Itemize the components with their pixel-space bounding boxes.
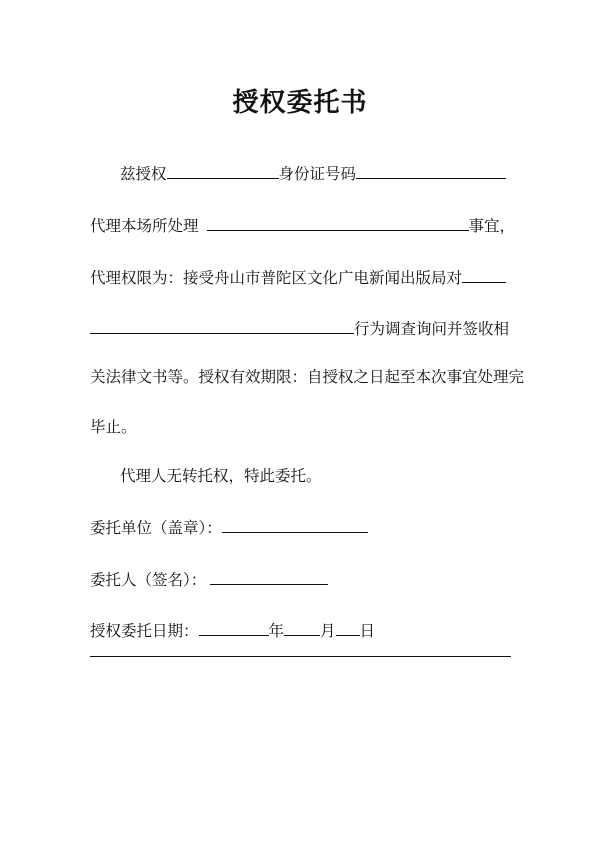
date-line xyxy=(90,619,375,641)
principal-signature-label: 委托人（签名）： xyxy=(90,571,207,589)
entity-seal-line xyxy=(90,516,368,538)
year-blank[interactable] xyxy=(199,619,269,636)
entity-seal-label: 委托单位（盖章）： xyxy=(90,519,222,537)
document-title: 授权委托书 xyxy=(232,88,368,118)
principal-signature-blank[interactable] xyxy=(210,568,328,585)
year-label: 年 xyxy=(268,622,285,640)
behavior-line xyxy=(90,317,509,339)
scope-blank[interactable] xyxy=(462,266,506,283)
authorize-label: 兹授权 xyxy=(120,165,167,183)
matter-suffix: 事宜， xyxy=(468,217,516,235)
authorization-line xyxy=(120,162,506,184)
behavior-blank[interactable] xyxy=(90,317,354,334)
month-blank[interactable] xyxy=(284,619,320,636)
bottom-rule xyxy=(90,656,511,657)
id-number-blank[interactable] xyxy=(356,162,506,179)
legal-docs-text: 关法律文书等。授权有效期限：自授权之日起至本次事宜处理完 xyxy=(90,368,525,386)
matter-label: 代理本场所处理 xyxy=(90,217,199,235)
end-line xyxy=(90,417,137,437)
entity-seal-blank[interactable] xyxy=(222,516,368,533)
month-label: 月 xyxy=(320,622,336,640)
no-subdelegation-line xyxy=(120,466,322,486)
matter-line xyxy=(90,214,515,236)
scope-line xyxy=(90,266,506,288)
principal-signature-line xyxy=(90,568,328,590)
id-number-label: 身份证号码 xyxy=(278,165,357,183)
behavior-suffix: 行为调查询问并签收相 xyxy=(354,320,510,338)
day-blank[interactable] xyxy=(336,619,360,636)
matter-blank[interactable] xyxy=(207,214,469,231)
authorized-person-blank[interactable] xyxy=(167,162,279,179)
no-subdelegation-text: 代理人无转托权，特此委托。 xyxy=(120,467,322,485)
legal-docs-line xyxy=(90,367,524,387)
date-label: 授权委托日期： xyxy=(90,622,199,640)
day-label: 日 xyxy=(359,622,376,640)
scope-text: 代理权限为：接受舟山市普陀区文化广电新闻出版局对 xyxy=(90,269,463,287)
end-text: 毕止。 xyxy=(90,418,137,436)
